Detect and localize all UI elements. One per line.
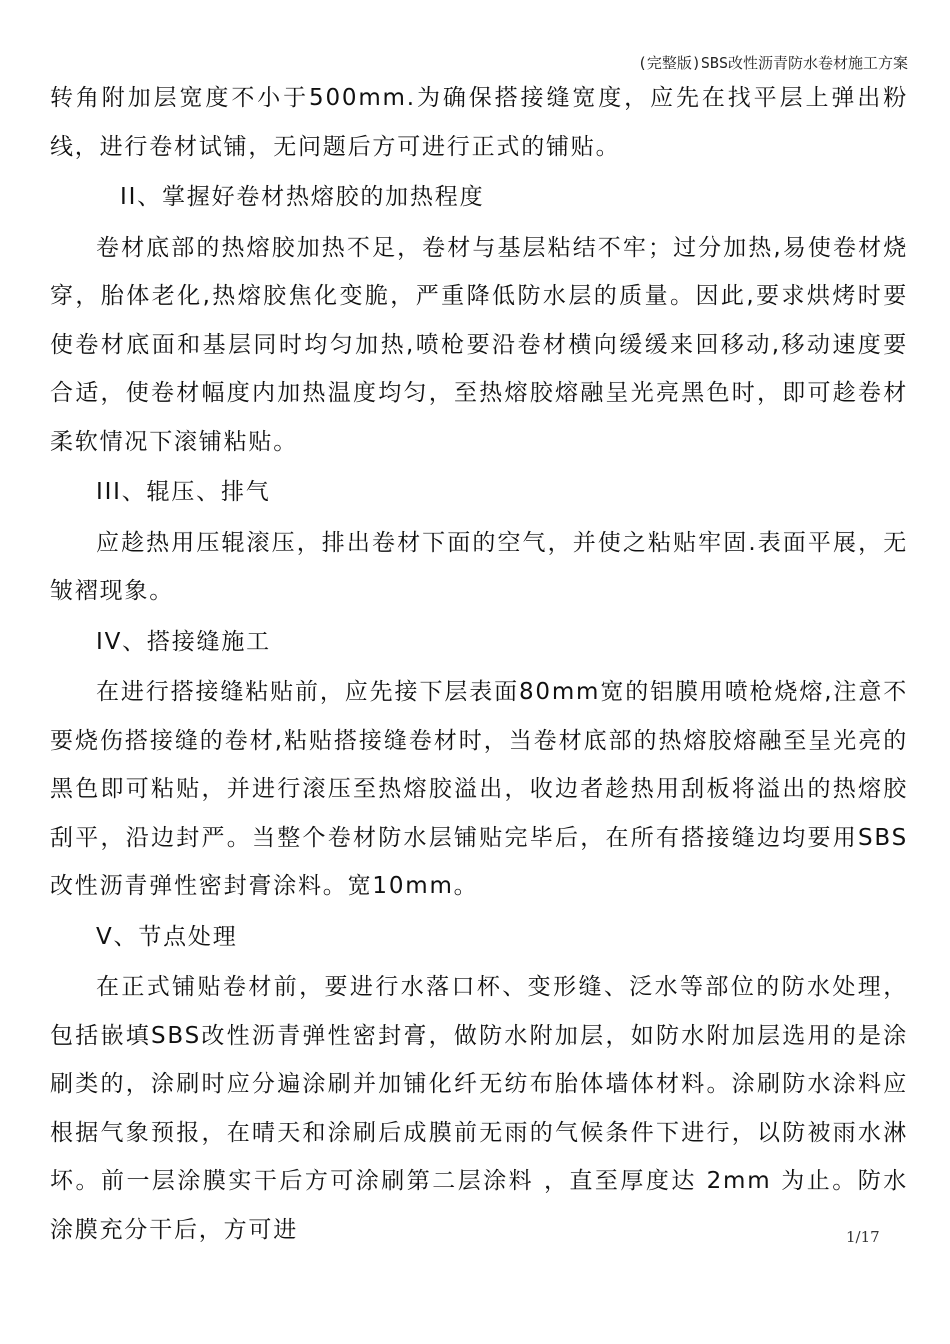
section-heading-lap-seam: IV、搭接缝施工: [96, 628, 271, 655]
page-number: 1/17: [846, 1228, 880, 1246]
section-heading-node-treatment: V、节点处理: [96, 923, 238, 950]
paragraph-corner-reinforcement: 转角附加层宽度不小于500mm.为确保搭接缝宽度，应先在找平层上弹出粉线，进行卷材试铺，无问题后方可进行正式的铺贴。: [50, 85, 908, 160]
document-body: [50, 74, 908, 1256]
section-heading-heating-degree: II、掌握好卷材热熔胶的加热程度: [120, 184, 485, 210]
paragraph-rolling-exhaust: 应趁热用压辊滚压，排出卷材下面的空气，并使之粘贴牢固.表面平展，无皱褶现象。: [50, 529, 908, 604]
paragraph-heating-degree: 卷材底部的热熔胶加热不足，卷材与基层粘结不牢；过分加热,易使卷材烧穿，胎体老化,热熔胶焦化变脆，严重降低防水层的质量。因此,要求烘烤时要使卷材底面和基层同时均匀加热,喷枪要沿卷材横向缓缓来回移动,移动速度要合适，使卷材幅度内加热温度均匀，至热熔胶熔融呈光亮黑色时，即可趁卷材柔软情况下滚铺粘贴。: [50, 234, 908, 455]
paragraph-lap-seam: 在进行搭接缝粘贴前，应先接下层表面80mm宽的铝膜用喷枪烧熔,注意不要烧伤搭接缝的卷材,粘贴搭接缝卷材时，当卷材底部的热熔胶熔融至呈光亮的黑色即可粘贴，并进行滚压至热熔胶溢出，收边者趁热用刮板将溢出的热熔胶刮平，沿边封严。当整个卷材防水层铺贴完毕后，在所有搭接缝边均要用SBS改性沥青弹性密封膏涂料。宽10mm。: [50, 679, 908, 899]
paragraph-node-treatment: 在正式铺贴卷材前，要进行水落口杯、变形缝、泛水等部位的防水处理，包括嵌填SBS改性沥青弹性密封膏，做防水附加层，如防水附加层选用的是涂刷类的，涂刷时应分遍涂刷并加铺化纤无纺布胎体墙体材料。涂刷防水涂料应根据气象预报，在晴天和涂刷后成膜前无雨的气候条件下进行，以防被雨水淋坏。前一层涂膜实干后方可涂刷第二层涂料 ，直至厚度达 2mm 为止。防水涂膜充分干后，方可进: [50, 974, 908, 1243]
section-heading-rolling-exhaust: III、辊压、排气: [96, 479, 271, 505]
document-header-title: (完整版)SBS改性沥青防水卷材施工方案: [637, 54, 908, 72]
